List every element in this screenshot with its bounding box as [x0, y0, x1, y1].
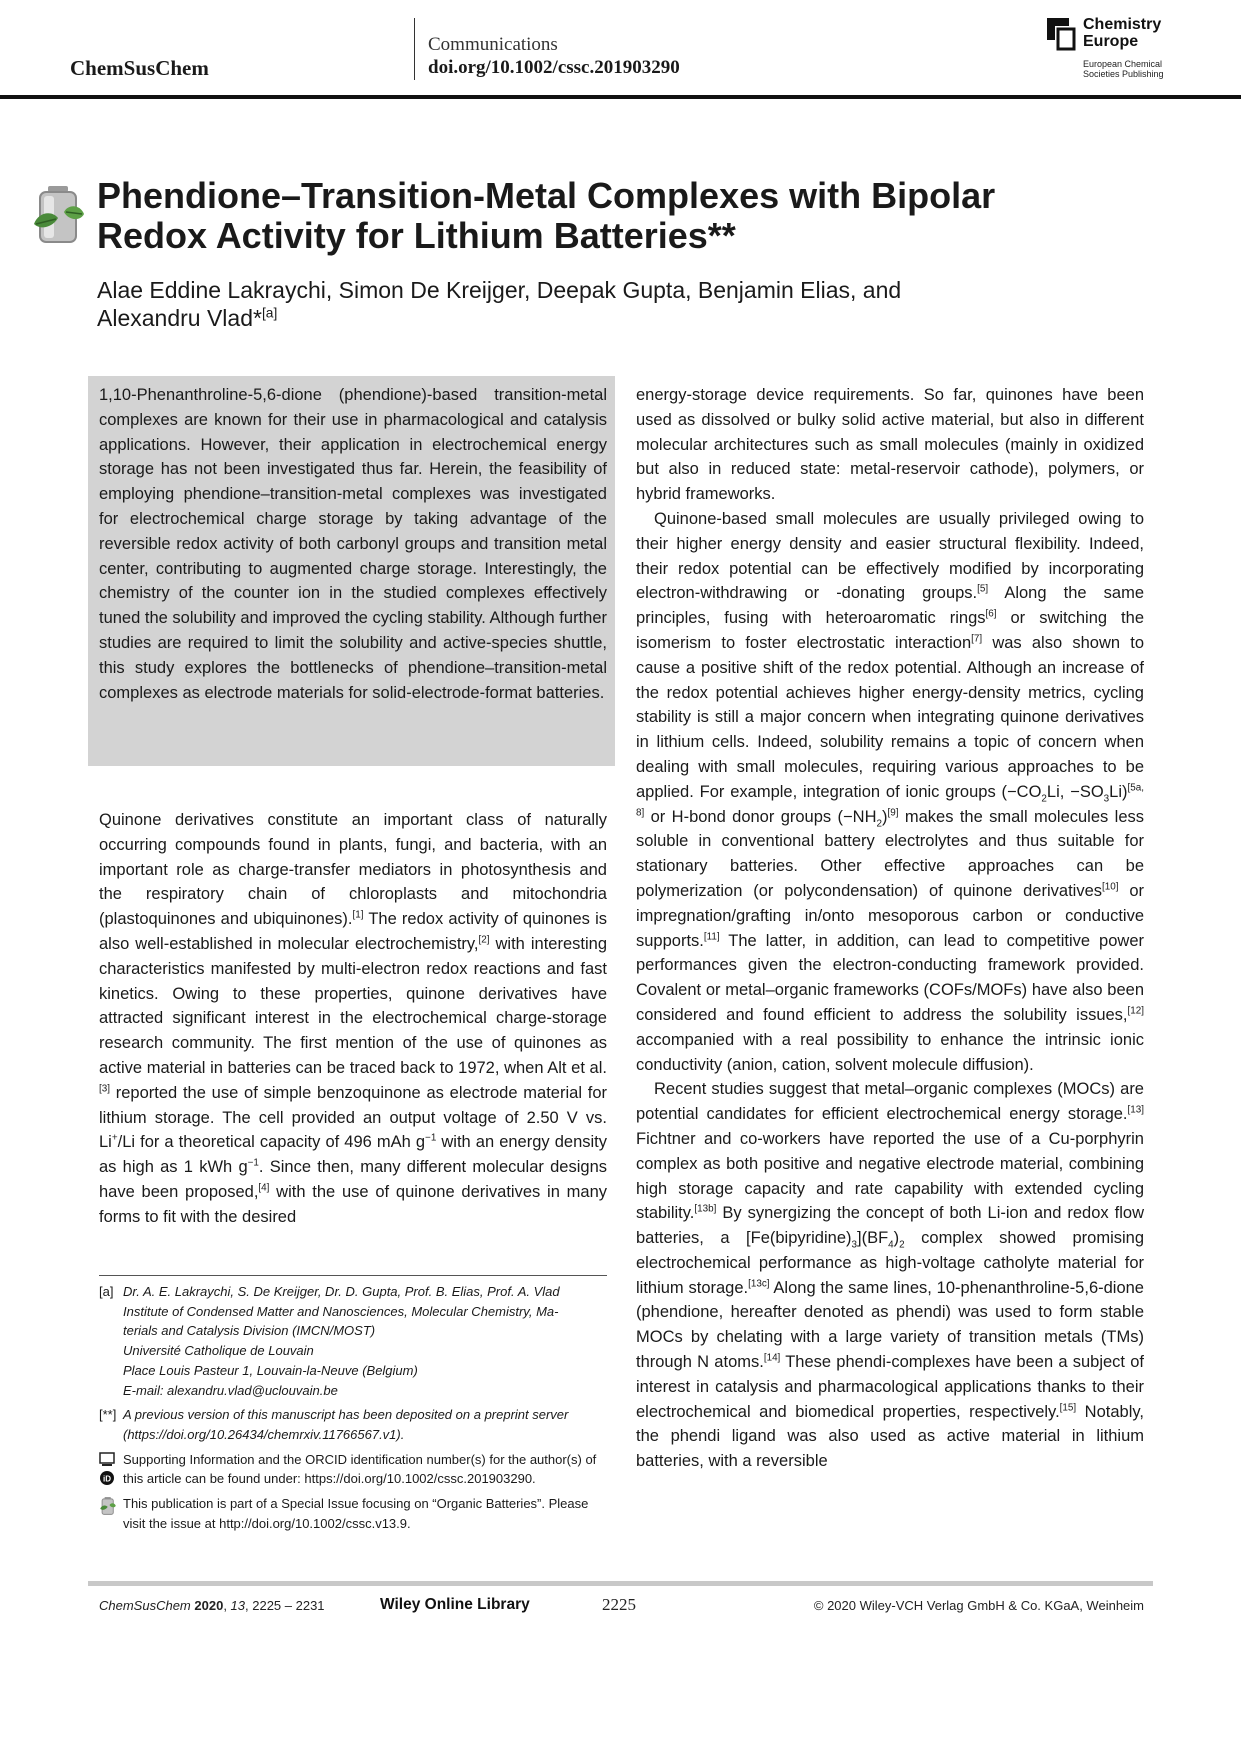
special-issue-battery-icon [30, 184, 88, 246]
copyright: © 2020 Wiley-VCH Verlag GmbH & Co. KGaA, Weinheim [813, 1598, 1144, 1613]
citation-ref[interactable]: [2] [478, 934, 490, 946]
page-number: 2225 [602, 1595, 636, 1614]
computer-orcid-icon [99, 1452, 115, 1486]
body-text-left-column [99, 808, 607, 1230]
publisher-subtitle: European Chemical Societies Publishing [1083, 59, 1164, 79]
paragraph: Quinone derivatives constitute an important class of naturally occurring compounds found in plants, fungi, and bacteria, with an important role as charge-transfer mediators in photosynthesis and the respiratory chain of chloroplasts and mitochondria (plastoquinones and ubiquinones).[1] The redox activity of quinones is also well-established in molecular electrochemistry,[2] with interesting characteristics manifested by multi-electron redox reactions and fast kinetics. Owing to these properties, quinone derivatives have attracted significant interest in the electrochemical charge-storage research community. The first mention of the use of quinones as active material in batteries can be traced back to 1972, when Alt et al.[3] reported the use of simple benzoquinone as electrode material for lithium storage. The cell provided an output voltage of 2.50 V vs. Li+/Li for a theoretical capacity of 496 mAh $g^{-1}$ with an energy density as high as 1 kWh $g^{-1}$. Since then, many different molecular designs have been proposed,[4] with the use of quinone derivatives in many forms to fit with the desired [99, 811, 607, 1226]
footnotes [99, 1282, 607, 1538]
citation-ref[interactable]: [13b] [694, 1203, 717, 1215]
abstract-text: 1,10-Phenanthroline-5,6-dione (phendione)-based transition-metal complexes are known for their use in pharmacological and catalysis applications. However, their application in electrochemical energy storage has not been investigated thus far. Herein, the feasibility of employing phendione–transition-metal complexes was investigated for electrochemical charge storage by taking advantage of the reversible redox activity of both carbonyl groups and transition metal center, contributing to augmented charge storage. Interestingly, the chemistry of the counter ion in the studied complexes effectively tuned the solubility and improved the cycling stability. Although further studies are required to limit the solubility and active-species shuttle, this study explores the bottlenecks of phendione–transition-metal complexes as electrode materials for solid-electrode-format batteries. [99, 386, 607, 702]
citation-ref[interactable]: [7] [971, 633, 983, 645]
footer-rule [88, 1581, 1153, 1586]
citation-ref[interactable]: [11] [703, 931, 720, 943]
citation-ref[interactable]: [5] [977, 583, 989, 595]
footnote-preprint: [**] A previous version of this manuscript has been deposited on a preprint server (https://doi.org/10.26434/chemrxiv.11766567.v1). [99, 1407, 569, 1442]
paragraph: Recent studies suggest that metal–organic complexes (MOCs) are potential candidates for efficient electrochemical energy storage.[13] Fichtner and co-workers have reported the use of a Cu-porphyrin complex as both positive and negative electrode material, combining high storage capacity and rate capability with extended cycling stability.[13b] By synergizing the concept of both Li-ion and redox flow batteries, a $[Fe(bipyridine)_3](BF_4)_2$ complex showed promising electrochemical performance as high-voltage catholyte material for lithium storage.[13c] Along the same lines, 10-phenanthroline-5,6-dione (phendione, hereafter denoted as phendi) was used to form stable MOCs by chelating with a large variety of transition metals (TMs) through N atoms.[14] These phendi-complexes have been a subject of interest in catalysis and pharmacological applications thanks to their electrochemical and biomedical properties, respectively.[15] Notably, the phendi ligand was also used as active material in lithium batteries, with a reversible [636, 1080, 1145, 1471]
citation-ref[interactable]: [14] [763, 1352, 781, 1364]
citation-ref[interactable]: [1] [352, 909, 364, 921]
section-label: Communications [428, 34, 558, 55]
author-affiliation-ref[interactable]: [a] [261, 305, 278, 321]
svg-text:iD: iD [103, 1474, 111, 1484]
citation-ref[interactable]: [15] [1059, 1402, 1077, 1414]
author-email[interactable]: E-mail: alexandru.vlad@uclouvain.be [123, 1382, 338, 1398]
citation-ref[interactable]: [9] [887, 807, 899, 819]
publisher-name: Chemistry Europe [1083, 16, 1162, 50]
body-text-right-column [636, 383, 1144, 1474]
article-title: Phendione–Transition-Metal Complexes with Bipolar Redox Activity for Lithium Batteries** [97, 175, 996, 256]
citation-ref[interactable]: [3] [99, 1083, 110, 1095]
footnote-affiliation: [a] Dr. A. E. Lakraychi, S. De Kreijger, Dr. D. Gupta, Prof. B. Elias, Prof. A. Vlad Institute of Condensed Matter and Nanosciences, Molecular Chemistry, Ma- terials and Catalysis Division (IMCN/MOST) Université Catholique de Louvain Place Louis Pasteur 1, Louvain-la-Neuve (Belgium) E-mail: alexandru.vlad@uclouvain.be [99, 1282, 607, 1400]
footnote-supporting-info: iD Supporting Information and the ORCID identification number(s) for the author(s) of this article can be found under: https://doi.org/10.1002/cssc.201903290. [99, 1450, 607, 1489]
wiley-online-library-link[interactable]: Wiley Online Library [380, 1596, 530, 1613]
chemistry-europe-logo[interactable] [1047, 16, 1227, 82]
citation-ref[interactable]: [13] [1127, 1104, 1144, 1116]
citation-ref[interactable]: [10] [1102, 881, 1119, 893]
paragraph: Quinone-based small molecules are usually privileged owing to their higher energy density and easier structural flexibility. Indeed, their redox potential can be effectively modified by incorporating electron-withdrawing or -donating groups.[5] Along the same principles, fusing with heteroaromatic rings[6] or switching the isomerism to foster electrostatic interaction[7] was also shown to cause a positive shift of the redox potential. Although an increase of the redox potential achieves higher energy-density metrics, cycling stability is still a major concern when integrating quinone derivatives in lithium cells. Indeed, solubility remains a topic of concern when dealing with small molecules, requiring various approaches to be applied. For example, integration of ionic groups ($-CO_2Li$, $-SO_3Li)[5a, 8]$ or H-bond donor groups $(-NH_2)[9]$ makes the small molecules less soluble in conventional battery electrolytes and thus suitable for stationary batteries. Other effective approaches can be polymerization (or polycondensation) of quinone derivatives[10] or impregnation/grafting in/onto mesoporous carbon or conductive supports.[11] The latter, in addition, can lead to competitive power performances given the electron-conducting framework provided. Covalent or metal–organic frameworks (COFs/MOFs) have also been considered and found efficient to address the solubility issues,[12] accompanied with a real possibility to enhance the intrinsic ionic conductivity (anion, cation, solvent molecule diffusion). [636, 509, 1144, 1074]
header-rule [0, 95, 1241, 99]
header-divider [414, 18, 415, 80]
citation-ref[interactable]: [4] [258, 1182, 270, 1194]
citation-ref[interactable]: [12] [1127, 1005, 1144, 1017]
footer-citation: ChemSusChem 2020, 13, 2225 – 2231 [99, 1598, 325, 1613]
footnote-rule [99, 1275, 607, 1276]
footnote-special-issue: This publication is part of a Special Issue focusing on “Organic Batteries”. Please visit the issue at http://doi.org/10.1002/cssc.v13.9. [99, 1494, 607, 1533]
citation-ref[interactable]: [13c] [748, 1278, 770, 1290]
citation-ref[interactable]: [5a, 8] [636, 782, 1144, 819]
special-issue-small-icon [99, 1496, 117, 1516]
journal-name: ChemSusChem [70, 56, 209, 80]
doi-link[interactable]: doi.org/10.1002/cssc.201903290 [428, 57, 680, 78]
paragraph: energy-storage device requirements. So far, quinones have been used as dissolved or bulky solid active material, but also in different molecular architectures such as small molecules (mainly in oxidized but also in reduced state: metal-reservoir cathode), polymers, or hybrid frameworks. [636, 386, 1144, 504]
citation-ref[interactable]: [6] [985, 608, 997, 620]
chemistry-europe-mark-icon [1047, 18, 1077, 52]
author-list: Alae Eddine Lakraychi, Simon De Kreijger, Deepak Gupta, Benjamin Elias, and Alexandru Vlad*[a] [97, 277, 902, 331]
